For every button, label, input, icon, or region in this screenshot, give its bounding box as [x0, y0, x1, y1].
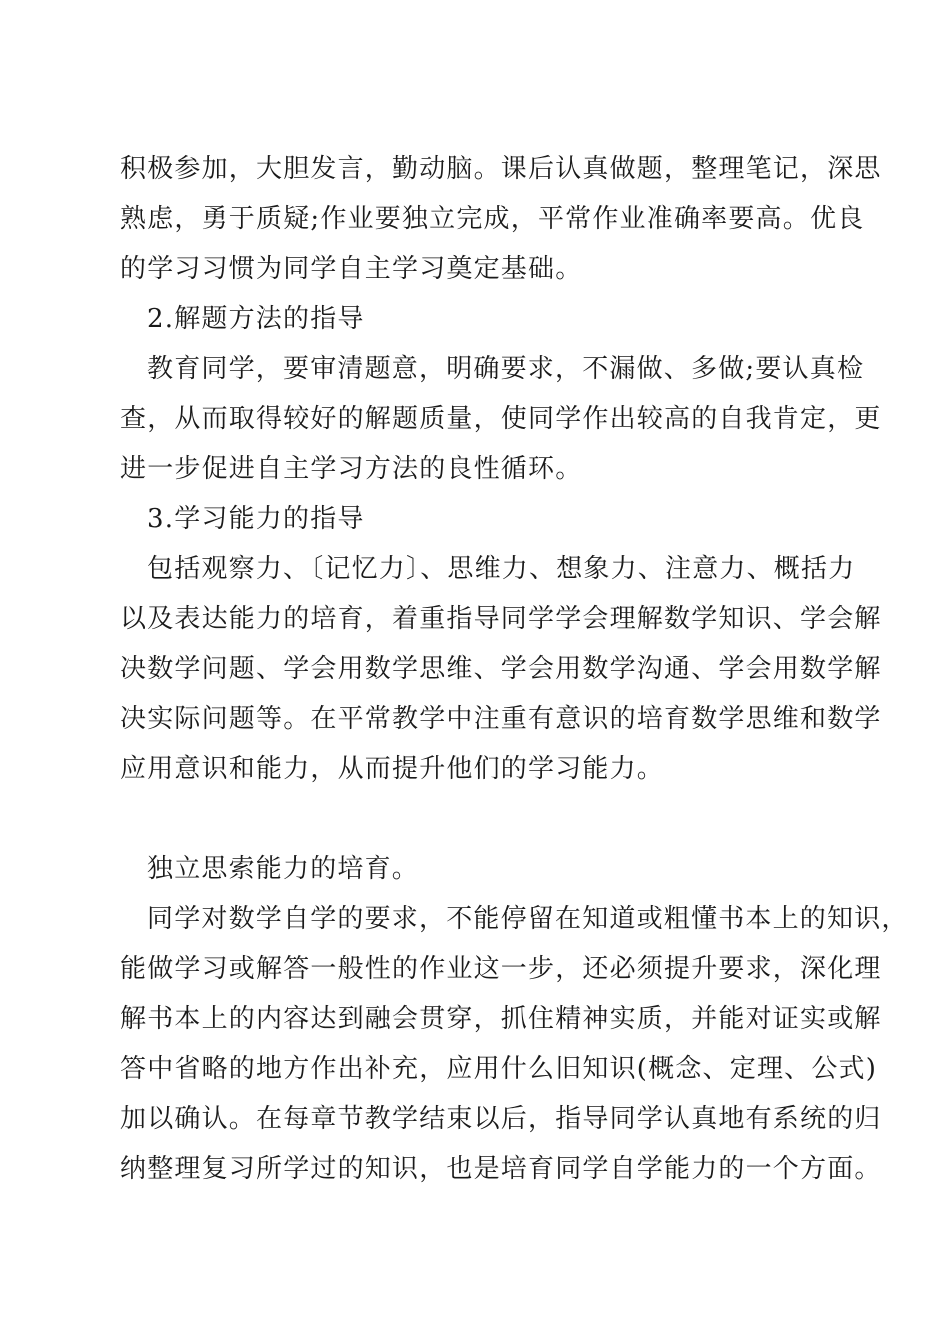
paragraph-line: 同学对数学自学的要求，不能停留在知道或粗懂书本上的知识， [147, 904, 909, 934]
paragraph-line: 答中省略的地方作出补充，应用什么旧知识(概念、定理、公式) [120, 1054, 878, 1084]
section-heading: 3.学习能力的指导 [147, 504, 365, 534]
paragraph-line: 应用意识和能力，从而提升他们的学习能力。 [120, 754, 665, 784]
paragraph-line: 教育同学，要审清题意，明确要求，不漏做、多做;要认真检 [147, 354, 865, 384]
paragraph-line: 决数学问题、学会用数学思维、学会用数学沟通、学会用数学解 [120, 654, 882, 684]
paragraph-line: 的学习习惯为同学自主学习奠定基础。 [120, 254, 583, 284]
paragraph-line: 解书本上的内容达到融会贯穿，抓住精神实质，并能对证实或解 [120, 1004, 882, 1034]
paragraph-line: 决实际问题等。在平常教学中注重有意识的培育数学思维和数学 [120, 704, 882, 734]
paragraph-line: 加以确认。在每章节教学结束以后，指导同学认真地有系统的归 [120, 1104, 882, 1134]
paragraph-line: 以及表达能力的培育，着重指导同学学会理解数学知识、学会解 [120, 604, 882, 634]
paragraph-line: 包括观察力、〔记忆力〕、思维力、想象力、注意力、概括力 [147, 554, 856, 584]
paragraph-line: 进一步促进自主学习方法的良性循环。 [120, 454, 583, 484]
paragraph-line: 能做学习或解答一般性的作业这一步，还必须提升要求，深化理 [120, 954, 882, 984]
section-heading: 独立思索能力的培育。 [147, 854, 420, 884]
paragraph-line: 积极参加，大胆发言，勤动脑。课后认真做题，整理笔记，深思 [120, 154, 882, 184]
section-heading: 2.解题方法的指导 [147, 304, 365, 334]
paragraph-line: 查，从而取得较好的解题质量，使同学作出较高的自我肯定，更 [120, 404, 882, 434]
paragraph-line: 熟虑，勇于质疑;作业要独立完成，平常作业准确率要高。优良 [120, 204, 865, 234]
paragraph-line: 纳整理复习所学过的知识，也是培育同学自学能力的一个方面。 [120, 1154, 882, 1184]
